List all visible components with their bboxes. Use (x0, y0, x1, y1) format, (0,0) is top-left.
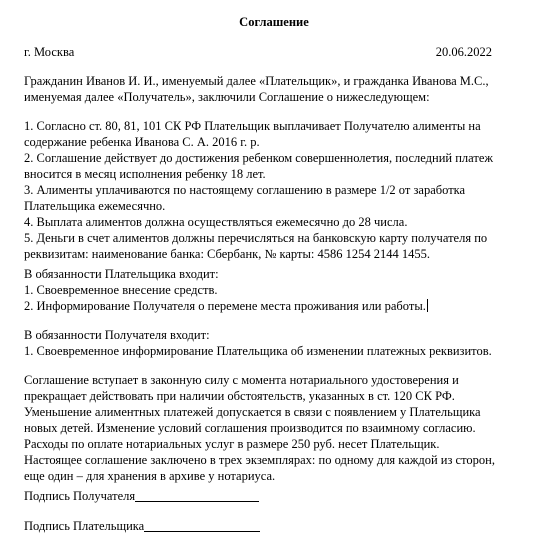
payer-duties-heading: В обязанности Плательщика входит: (24, 267, 219, 281)
signature-payer-line[interactable] (144, 519, 260, 532)
intro-line: именуемая далее «Получатель», заключили Соглашение о нижеследующем: (24, 90, 430, 104)
clause-line: реквизитам: наименование банка: Сбербанк, № карты: 4586 1254 2144 1455. (24, 247, 430, 261)
final-terms-line: Уменьшение алиментных платежей допускается в связи с появлением у Плательщика (24, 405, 481, 419)
text-cursor (427, 299, 428, 312)
clause-line: вносится в месяц исполнения ребенку 18 лет. (24, 167, 266, 181)
signature-recipient-line[interactable] (135, 489, 259, 502)
payer-duty-item (24, 298, 524, 314)
final-terms-line: Соглашение вступает в законную силу с момента нотариального удостоверения и (24, 373, 459, 387)
signature-payer-label: Подпись Плательщика (24, 519, 145, 533)
recipient-duty-item: 1. Своевременное информирование Плательщика об изменении платежных реквизитов. (24, 344, 492, 358)
payer-duty-text: 2. Информирование Получателя о перемене места проживания или работы. (24, 299, 426, 313)
clause-line: содержание ребенка Иванова С. А. 2016 г. р. (24, 135, 260, 149)
signature-recipient-row (24, 488, 259, 504)
city: г. Москва (24, 45, 75, 59)
recipient-duties-heading: В обязанности Получателя входит: (24, 328, 210, 342)
clause-line: Плательщика ежемесячно. (24, 199, 166, 213)
final-terms-line: еще один – для хранения в архиве у нотариуса. (24, 469, 276, 483)
clause-line: 1. Согласно ст. 80, 81, 101 СК РФ Плательщик выплачивает Получателю алименты на (24, 119, 481, 133)
document-date: 20.06.2022 (435, 45, 492, 59)
clauses-paragraph (24, 118, 524, 262)
signature-payer-row (24, 518, 260, 534)
final-terms-line: новых детей. Изменение условий соглашения производится по взаимному согласию. (24, 421, 476, 435)
clause-line: 5. Деньги в счет алиментов должны перечисляться на банковскую карту получателя по (24, 231, 488, 245)
clause-line: 3. Алименты уплачиваются по настоящему соглашению в размере 1/2 от заработка (24, 183, 466, 197)
recipient-duties-paragraph (24, 327, 524, 359)
clause-line: 2. Соглашение действует до достижения ребенком совершеннолетия, последний платеж (24, 151, 494, 165)
final-terms-line: Настоящее соглашение заключено в трех экземплярах: по одному для каждой из сторон, (24, 453, 495, 467)
intro-line: Гражданин Иванов И. И., именуемый далее «Плательщик», и гражданка Иванова М.С., (24, 74, 489, 88)
document-title: Соглашение (239, 15, 309, 29)
intro-paragraph (24, 73, 524, 105)
final-terms-line: Расходы по оплате нотариальных услуг в размере 250 руб. несет Плательщик. (24, 437, 440, 451)
payer-duties-paragraph (24, 266, 524, 314)
payer-duty-item: 1. Своевременное внесение средств. (24, 283, 218, 297)
final-terms-paragraph (24, 372, 524, 484)
final-terms-line: прекращает действовать при наличии обстоятельств, указанных в ст. 120 СК РФ. (24, 389, 455, 403)
clause-line: 4. Выплата алиментов должна осуществляться ежемесячно до 28 числа. (24, 215, 408, 229)
signature-recipient-label: Подпись Получателя (24, 489, 136, 503)
